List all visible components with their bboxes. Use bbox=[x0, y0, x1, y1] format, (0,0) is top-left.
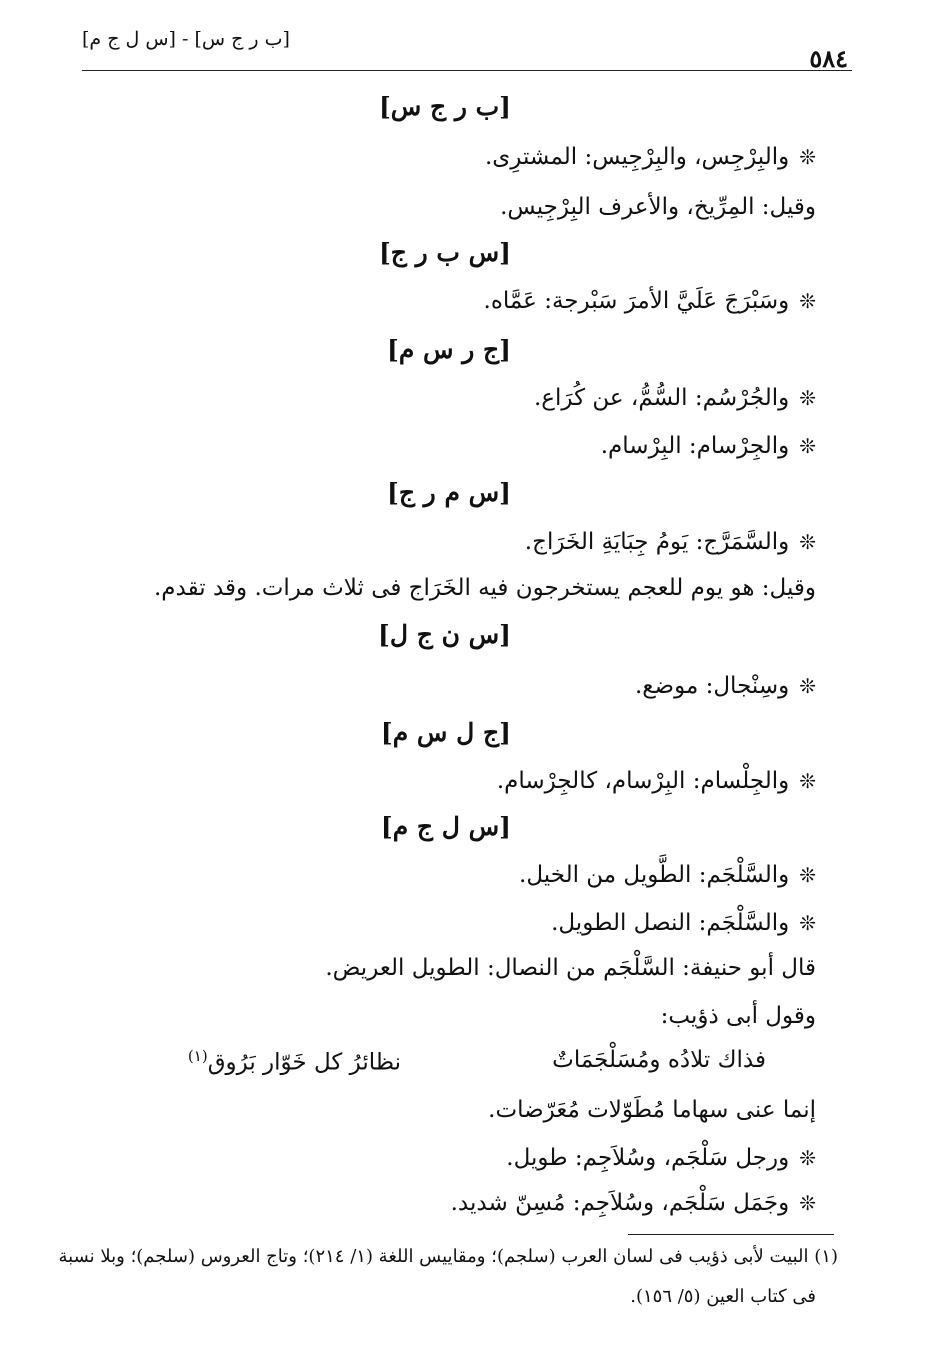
entry-line bbox=[488, 1097, 816, 1123]
entry-text: وسَبْرَجَ عَلَيَّ الأمرَ سَبْرجة: عَمَّاه. bbox=[483, 288, 790, 314]
entry-text: وجَمَل سَلْجَم، وسُلاَجِم: مُسِنّ شديد. bbox=[450, 1190, 790, 1216]
asterisk-flower-icon: ❊ bbox=[799, 911, 816, 935]
entry-line bbox=[500, 194, 816, 220]
entry-line bbox=[661, 1003, 816, 1029]
footnote-line: فى كتاب العين (٥/ ١٥٦). bbox=[630, 1286, 816, 1307]
asterisk-flower-icon: ❊ bbox=[799, 1191, 816, 1215]
entry-heading: [س م ر ج] bbox=[387, 478, 511, 507]
entry-heading: [س ن ج ل] bbox=[378, 620, 511, 649]
entry-text: والسَّمَرَّج: يَومُ جِبَايَةِ الخَرَاج. bbox=[524, 529, 790, 555]
entry-text: والجِلْسام: البِرْسام، كالجِرْسام. bbox=[496, 768, 790, 794]
entry-text: والجِرْسام: البِرْسام. bbox=[600, 433, 790, 459]
asterisk-flower-icon: ❊ bbox=[799, 1146, 816, 1170]
asterisk-flower-icon: ❊ bbox=[799, 434, 816, 458]
asterisk-flower-icon: ❊ bbox=[799, 863, 816, 887]
asterisk-flower-icon: ❊ bbox=[799, 386, 816, 410]
asterisk-flower-icon: ❊ bbox=[799, 145, 816, 169]
entry-heading: [ج ل س م] bbox=[380, 718, 511, 747]
entry-text: وقيل: المِرِّيخ، والأعرف البِرْجِيس. bbox=[500, 194, 816, 220]
entry-text: وقيل: هو يوم للعجم يستخرجون فيه الخَرَاج فى ثلاث مرات. وقد تقدم. bbox=[153, 575, 816, 601]
entry-text: وقول أبى ذؤيب: bbox=[660, 1003, 816, 1029]
entry-text: والسَّلْجَم: الطَّويل من الخيل. bbox=[519, 862, 790, 888]
entry-line bbox=[451, 1190, 816, 1216]
entry-heading: [س ب ر ج] bbox=[378, 238, 511, 267]
entry-text: والجُرْسُم: السُّمُّ، عن كُرَاع. bbox=[533, 385, 790, 411]
poem-hemistich-left bbox=[188, 1047, 401, 1076]
footnote-rule bbox=[628, 1234, 834, 1235]
entry-line bbox=[551, 910, 816, 936]
entry-line bbox=[519, 862, 816, 888]
page-number: ٥٨٤ bbox=[809, 44, 848, 73]
entry-text: قال أبو حنيفة: السَّلْجَم من النصال: الطويل العريض. bbox=[325, 955, 816, 981]
entry-text: والسَّلْجَم: النصل الطويل. bbox=[551, 910, 790, 936]
header-rule bbox=[82, 70, 852, 71]
asterisk-flower-icon: ❊ bbox=[799, 289, 816, 313]
entry-line bbox=[635, 673, 816, 699]
entry-text: ورجل سَلْجَم، وسُلاَجِم: طويل. bbox=[506, 1145, 790, 1171]
entry-heading: [ب ر ج س] bbox=[378, 92, 511, 121]
asterisk-flower-icon: ❊ bbox=[799, 769, 816, 793]
poem-hemistich-right: فذاك تلادُه ومُسَلْجَمَاتٌ bbox=[552, 1047, 766, 1073]
entry-line bbox=[154, 575, 816, 601]
running-title: [ب ر ج س] - [س ل ج م] bbox=[82, 28, 290, 50]
entry-line bbox=[497, 768, 816, 794]
entry-heading: [س ل ج م] bbox=[380, 812, 511, 841]
entry-line bbox=[506, 1145, 816, 1171]
poem-hemistich-text: نظائرُ كل خَوّار بَرُوق bbox=[207, 1049, 401, 1076]
entry-text: وسِنْجال: موضع. bbox=[635, 673, 790, 699]
footnote-marker: (١) bbox=[187, 1047, 208, 1065]
entry-heading: [ج ر س م] bbox=[387, 335, 511, 364]
asterisk-flower-icon: ❊ bbox=[799, 530, 816, 554]
entry-text: والبِرْجِس، والبِرْجِيس: المشترِى. bbox=[484, 144, 790, 170]
entry-line bbox=[484, 288, 816, 314]
entry-line bbox=[325, 955, 816, 981]
entry-line bbox=[534, 385, 816, 411]
entry-line bbox=[485, 144, 816, 170]
asterisk-flower-icon: ❊ bbox=[799, 674, 816, 698]
entry-line bbox=[601, 433, 816, 459]
entry-text: إنما عنى سهاما مُطَوّلات مُعَرّضات. bbox=[488, 1097, 816, 1123]
entry-line bbox=[525, 529, 816, 555]
footnote-line: (١) البيت لأبى ذؤيب فى لسان العرب (سلجم)؛ ومقاييس اللغة (١/ ٢١٤)؛ وتاج العروس (سلجم)؛ وبلا نسبة bbox=[58, 1246, 838, 1267]
